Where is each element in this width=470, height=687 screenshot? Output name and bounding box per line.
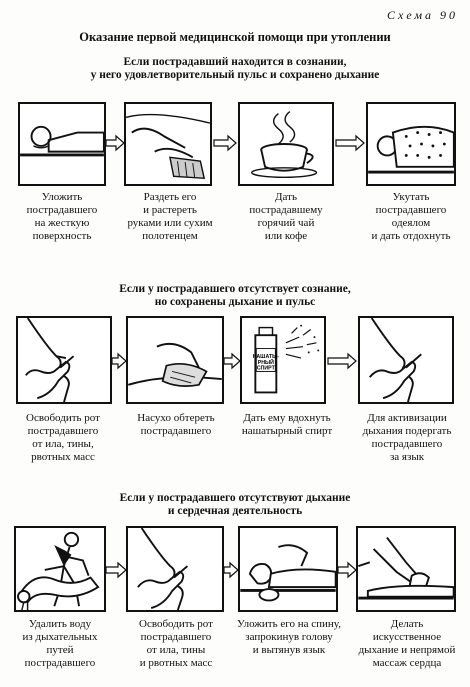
section-3-title: Если у пострадавшего отсутствуют дыхание и сердечная деятельность (119, 492, 351, 517)
person-lying-icon (20, 104, 104, 184)
arrow-1-2 (214, 136, 236, 150)
step-1-2-panel (124, 102, 212, 186)
wipe-dry-icon (128, 318, 222, 402)
step-1-4-caption: Укутать пострадавшего одеялом и дать отдохнуть (371, 191, 451, 242)
ammonia-bottle-icon (242, 318, 324, 402)
cpr-icon (358, 528, 454, 610)
step-3-4-panel (356, 526, 456, 612)
arrow-2-3 (328, 354, 356, 368)
pull-tongue-icon (360, 318, 452, 402)
step-1-4-panel (366, 102, 456, 186)
bottle-label-text: НАШАТЫ- (252, 354, 280, 361)
step-2-1-panel (16, 316, 112, 404)
step-1-3-caption: Дать пострадавшему горячий чай или кофе (249, 191, 323, 242)
step-2-3-caption: Дать ему вдохнуть нашатырный спирт (241, 412, 333, 437)
arrow-1-1 (106, 136, 124, 150)
step-1-1-caption: Уложить пострадавшего на жесткую поверхность (26, 191, 98, 242)
arrow-3-3 (338, 563, 356, 577)
hot-tea-cup-icon (240, 104, 332, 184)
step-3-2-caption: Освободить рот пострадавшего от ила, тины и рвотных масс (139, 618, 213, 669)
step-3-4-caption: Делать искусственное дыхание и непрямой массаж сердца (358, 618, 456, 669)
scheme-number: Схема 90 (386, 8, 458, 22)
step-2-4-panel (358, 316, 454, 404)
step-2-2-panel (126, 316, 224, 404)
svg-text:РНЫЙ: РНЫЙ (257, 359, 274, 366)
step-1-3-panel (238, 102, 334, 186)
step-2-2-caption: Насухо обтереть пострадавшего (137, 412, 215, 437)
step-3-1-panel (14, 526, 106, 612)
step-3-3-panel (238, 526, 338, 612)
hands-towel-icon (126, 104, 210, 184)
step-1-2-caption: Раздеть его и растереть руками или сухим полотенцем (127, 191, 213, 242)
arrow-3-2 (224, 563, 238, 577)
clear-mouth-icon (128, 528, 222, 610)
step-3-3-caption: Уложить его на спину, запрокинув голову и вытянув язык (237, 618, 341, 656)
page-title: Оказание первой медицинской помощи при утоплении (79, 30, 391, 44)
step-3-2-panel (126, 526, 224, 612)
arrow-3-1 (106, 563, 126, 577)
step-2-4-caption: Для активизации дыхания подергать пострадавшего за язык (362, 412, 452, 463)
remove-water-icon (16, 528, 104, 610)
arrow-1-3 (336, 136, 364, 150)
section-1-title: Если пострадавший находится в сознании, у него удовлетворительный пульс и сохранено дыхание (90, 56, 380, 81)
step-2-3-panel (240, 316, 326, 404)
arrow-2-2 (224, 354, 240, 368)
person-blanket-icon (368, 104, 454, 184)
step-3-1-caption: Удалить воду из дыхательных путей пострадавшего (22, 618, 98, 669)
head-tilt-icon (240, 528, 336, 610)
clear-mouth-icon (18, 318, 110, 402)
step-1-1-panel (18, 102, 106, 186)
section-2-title: Если у пострадавшего отсутствует сознание, но сохранены дыхание и пульс (119, 283, 351, 308)
svg-text:СПИРТ: СПИРТ (256, 365, 275, 372)
step-2-1-caption: Освободить рот пострадавшего от ила, тины, рвотных масс (26, 412, 100, 463)
arrow-2-1 (112, 354, 126, 368)
